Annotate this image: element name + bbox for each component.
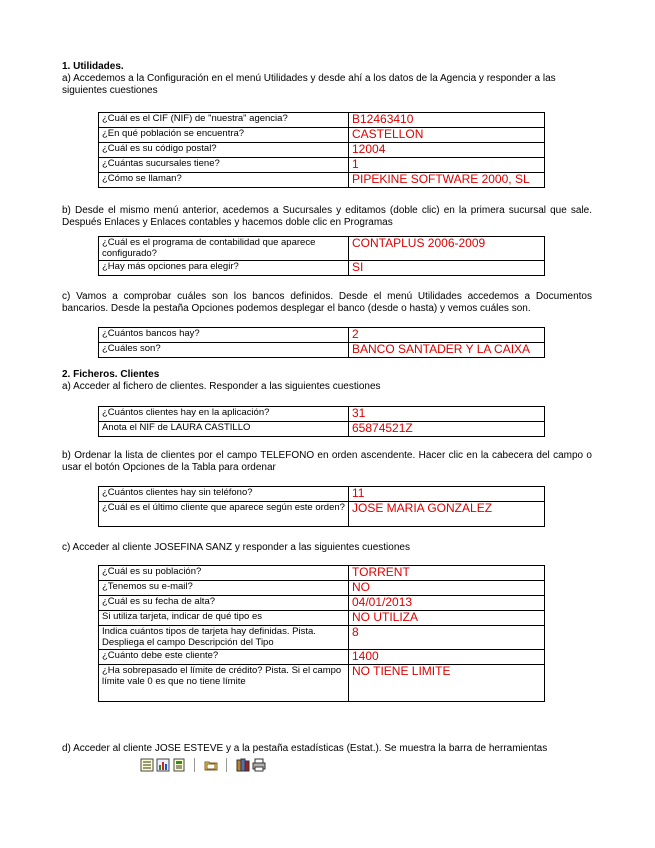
print-icon [252, 758, 266, 772]
section-1c-intro: c) Vamos a comprobar cuáles son los bancos definidos. Desde el menú Utilidades accedemos a Documentos bancarios. Desde la pestaña Opciones podemos desplegar el banco (desde o hasta) y vemos cuáles son. [62, 291, 592, 314]
answer-cell: CASTELLON [349, 128, 545, 143]
table-row [99, 173, 545, 188]
answer-cell: TORRENT [349, 566, 545, 581]
list-view-icon [140, 758, 154, 772]
question-cell: ¿Ha sobrepasado el límite de crédito? Pista. Si el campo límite vale 0 es que no tiene límite [99, 665, 349, 702]
answer-cell: PIPEKINE SOFTWARE 2000, SL [349, 173, 545, 188]
section-2c-intro: c) Acceder al cliente JOSEFINA SANZ y responder a las siguientes cuestiones [62, 542, 410, 553]
question-cell: Si utiliza tarjeta, indicar de qué tipo es [99, 611, 349, 626]
table-row [99, 143, 545, 158]
document-icon [172, 758, 186, 772]
section-2b-intro: b) Ordenar la lista de clientes por el campo TELEFONO en orden ascendente. Hacer clic en la cabecera del campo o usar el botón Opciones de la Tabla para ordenar [62, 450, 592, 473]
answer-cell: 11 [349, 487, 545, 502]
section-1-title: 1. Utilidades. [62, 61, 124, 72]
table-row [99, 237, 545, 261]
table-row [99, 328, 545, 343]
question-cell: ¿Cuántos bancos hay? [99, 328, 349, 343]
table-row [99, 502, 545, 527]
answer-cell: B12463410 [349, 113, 545, 128]
question-cell: ¿Cómo se llaman? [99, 173, 349, 188]
question-cell: ¿Cuánto debe este cliente? [99, 650, 349, 665]
section-2-title: 2. Ficheros. Clientes [62, 369, 160, 380]
section-1b-intro: b) Desde el mismo menú anterior, acedemos a Sucursales y editamos (doble clic) en la primera sucursal que sale. Después Enlaces y Enlaces contables y hacemos doble clic en Programas [62, 205, 592, 228]
table-2a [98, 406, 545, 437]
answer-cell: 31 [349, 407, 545, 422]
table-row [99, 261, 545, 276]
table-row [99, 566, 545, 581]
table-row [99, 596, 545, 611]
answer-cell: NO [349, 581, 545, 596]
answer-cell: CONTAPLUS 2006-2009 [349, 237, 545, 261]
table-row [99, 611, 545, 626]
chart-icon [156, 758, 170, 772]
answer-cell: 1 [349, 158, 545, 173]
table-row [99, 158, 545, 173]
table-row [99, 626, 545, 650]
answer-cell: 65874521Z [349, 422, 545, 437]
statistics-toolbar [140, 757, 266, 773]
books-icon [236, 758, 250, 772]
table-row [99, 581, 545, 596]
toolbar-separator [194, 758, 196, 772]
answer-cell: NO TIENE LIMITE [349, 665, 545, 702]
table-row [99, 665, 545, 702]
question-cell: Indica cuántos tipos de tarjeta hay definidas. Pista. Despliega el campo Descripción del Tipo [99, 626, 349, 650]
table-1b [98, 236, 545, 276]
question-cell: ¿Cuál es su código postal? [99, 143, 349, 158]
question-cell: ¿Cuántos clientes hay en la aplicación? [99, 407, 349, 422]
answer-cell: SI [349, 261, 545, 276]
question-cell: ¿Tenemos su e-mail? [99, 581, 349, 596]
question-cell: ¿Cuál es su fecha de alta? [99, 596, 349, 611]
table-1c [98, 327, 545, 358]
table-row [99, 487, 545, 502]
question-cell: ¿Cuál es el programa de contabilidad que aparece configurado? [99, 237, 349, 261]
table-1a [98, 112, 545, 188]
answer-cell: 1400 [349, 650, 545, 665]
table-2c [98, 565, 545, 702]
question-cell: ¿Cuántas sucursales tiene? [99, 158, 349, 173]
table-row [99, 343, 545, 358]
table-row [99, 128, 545, 143]
question-cell: ¿Cuál es el último cliente que aparece según este orden? [99, 502, 349, 527]
table-row [99, 407, 545, 422]
table-row [99, 113, 545, 128]
section-2d-intro: d) Acceder al cliente JOSE ESTEVE y a la pestaña estadísticas (Estat.). Se muestra la barra de herramientas [62, 743, 548, 754]
table-2b [98, 486, 545, 527]
answer-cell: NO UTILIZA [349, 611, 545, 626]
answer-cell: 04/01/2013 [349, 596, 545, 611]
question-cell: ¿Cuáles son? [99, 343, 349, 358]
answer-cell: 8 [349, 626, 545, 650]
section-2a-intro: a) Acceder al fichero de clientes. Responder a las siguientes cuestiones [62, 381, 381, 392]
table-row [99, 650, 545, 665]
answer-cell: 12004 [349, 143, 545, 158]
table-row [99, 422, 545, 437]
section-1a-intro: a) Accedemos a la Configuración en el menú Utilidades y desde ahí a los datos de la Agencia y responder a las siguientes cuestiones [62, 73, 556, 96]
question-cell: ¿Cuál es el CIF (NIF) de "nuestra" agencia? [99, 113, 349, 128]
question-cell: ¿Cuántos clientes hay sin teléfono? [99, 487, 349, 502]
question-cell: ¿Hay más opciones para elegir? [99, 261, 349, 276]
answer-cell: 2 [349, 328, 545, 343]
question-cell: Anota el NIF de LAURA CASTILLO [99, 422, 349, 437]
question-cell: ¿Cuál es su población? [99, 566, 349, 581]
toolbar-separator [226, 758, 228, 772]
question-cell: ¿En qué población se encuentra? [99, 128, 349, 143]
answer-cell: JOSE MARIA GONZALEZ [349, 502, 545, 527]
answer-cell: BANCO SANTADER Y LA CAIXA [349, 343, 545, 358]
folder-icon [204, 758, 218, 772]
